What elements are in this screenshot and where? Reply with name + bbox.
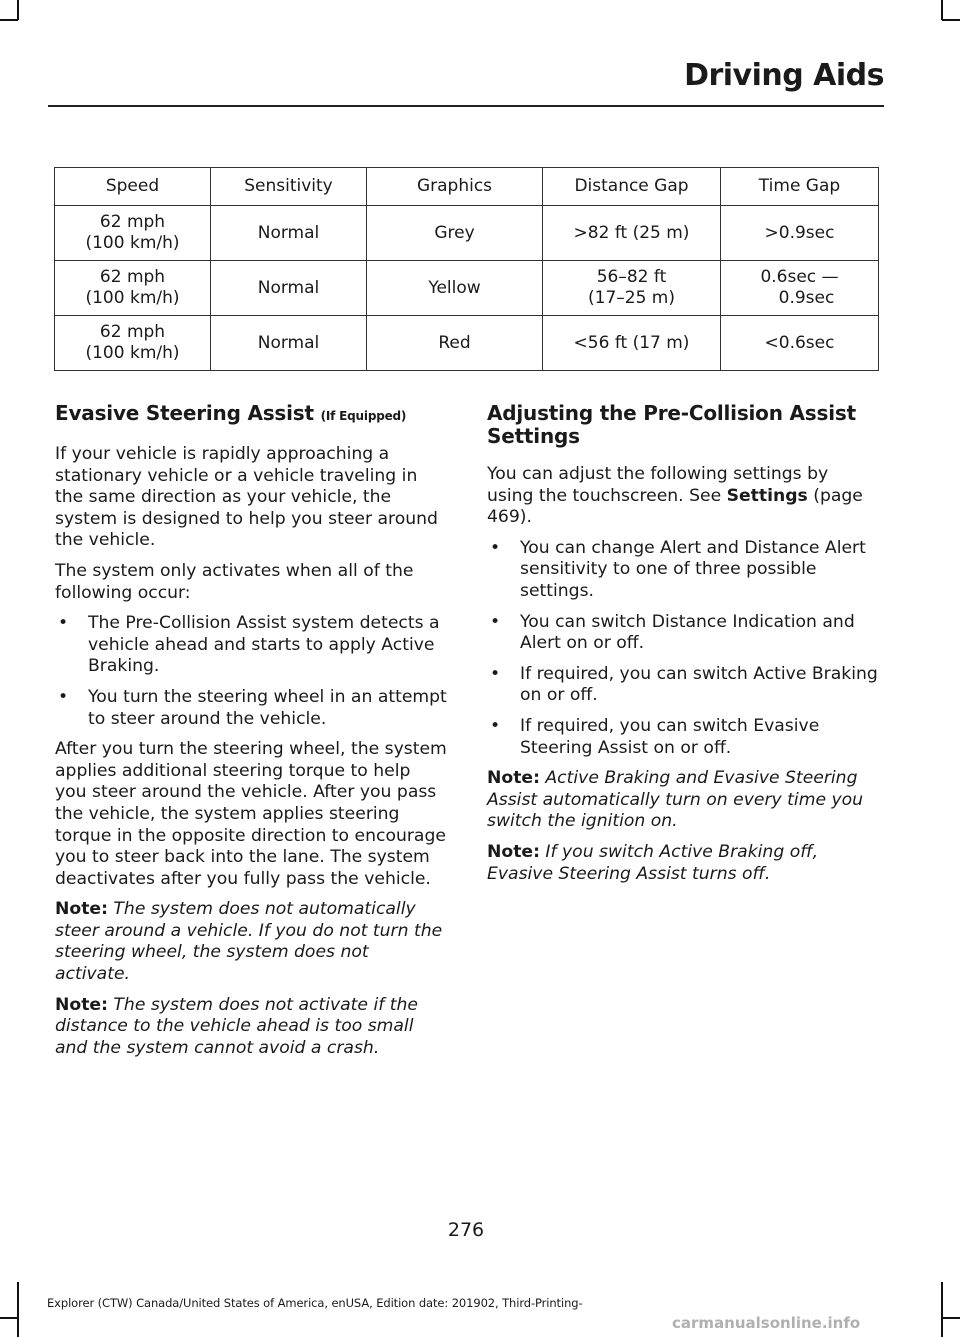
column-header: Graphics: [367, 168, 543, 206]
watermark: carmanualsonline.info: [672, 1314, 861, 1332]
column-header: Time Gap: [721, 168, 879, 206]
graphics-cell: Yellow: [367, 261, 543, 316]
note: Note: The system does not activate if the distance to the vehicle ahead is too small and the system cannot avoid a crash.: [55, 994, 418, 1058]
graphics-cell: Red: [367, 316, 543, 371]
note: Note: Active Braking and Evasive Steering Assist automatically turn on every time you switch the ignition on.: [487, 768, 864, 832]
table-row: [55, 261, 879, 316]
crop-mark: [17, 0, 19, 20]
sensitivity-cell: Normal: [211, 316, 367, 371]
bullet-icon: •: [490, 663, 501, 684]
list-item: • You turn the steering wheel in an attempt to steer around the vehicle.: [58, 686, 447, 729]
list-item: • You can switch Distance Indication and Alert on or off.: [490, 611, 855, 654]
column-header: Speed: [55, 168, 211, 206]
time-gap-cell: <0.6sec: [721, 316, 879, 371]
distance-gap-cell: >82 ft (25 m): [543, 206, 721, 261]
right-column: [487, 402, 879, 894]
crop-mark: [942, 1317, 960, 1319]
crop-mark: [0, 19, 18, 21]
page-number: 276: [447, 1219, 485, 1241]
crop-mark: [17, 1282, 19, 1337]
crop-mark: [941, 0, 943, 20]
left-column: [55, 402, 447, 1068]
bullet-icon: •: [58, 686, 69, 707]
section-heading: Adjusting the Pre-Collision Assist Settings: [487, 401, 856, 448]
heading-suffix: (If Equipped): [320, 409, 407, 423]
settings-reference-link[interactable]: Settings: [726, 485, 808, 506]
paragraph: The system only activates when all of the following occur:: [55, 560, 414, 603]
time-gap-cell: 0.6sec — 0.9sec: [721, 261, 879, 316]
list-item: • If required, you can switch Active Braking on or off.: [490, 663, 878, 706]
bullet-icon: •: [58, 613, 69, 634]
column-header: Distance Gap: [543, 168, 721, 206]
time-gap-cell: >0.9sec: [721, 206, 879, 261]
distance-gap-cell: 56–82 ft (17–25 m): [543, 261, 721, 316]
paragraph: You can adjust the following settings by using the touchscreen. See Settings (page 469).: [487, 464, 863, 528]
distance-gap-cell: <56 ft (17 m): [543, 316, 721, 371]
table-header-row: [55, 168, 879, 206]
sensitivity-cell: Normal: [211, 261, 367, 316]
crop-mark: [942, 19, 960, 21]
speed-cell: 62 mph (100 km/h): [55, 316, 211, 371]
bullet-list: [55, 613, 447, 730]
list-item: • If required, you can switch Evasive Steering Assist on or off.: [490, 715, 820, 758]
list-item: • You can change Alert and Distance Alert sensitivity to one of three possible settings.: [490, 537, 866, 601]
footer-text: Explorer (CTW) Canada/United States of America, enUSA, Edition date: 201902, Third-Printing-: [47, 1296, 583, 1310]
bullet-icon: •: [490, 611, 501, 632]
note: Note: The system does not automatically steer around a vehicle. If you do not turn the steering wheel, the system does not activate.: [55, 899, 443, 985]
bullet-icon: •: [490, 537, 501, 558]
list-item: • The Pre-Collision Assist system detects a vehicle ahead and starts to apply Active Braking.: [58, 613, 440, 677]
bullet-list: [487, 538, 879, 759]
header-divider: [48, 105, 884, 107]
sensitivity-cell: Normal: [211, 206, 367, 261]
speed-cell: 62 mph (100 km/h): [55, 206, 211, 261]
note: Note: If you switch Active Braking off, Evasive Steering Assist turns off.: [487, 841, 819, 884]
page-title: Driving Aids: [684, 58, 884, 93]
graphics-cell: Grey: [367, 206, 543, 261]
paragraph: After you turn the steering wheel, the system applies additional steering torque to help you steer around the vehicle. After you pass the vehicle, the system applies steering torque in the opposite direction to encourage you to steer back into the lane. The system deactivates after you fully pass the vehicle.: [55, 739, 447, 889]
table-row: [55, 316, 879, 371]
bullet-icon: •: [490, 715, 501, 736]
speed-cell: 62 mph (100 km/h): [55, 261, 211, 316]
settings-table: [54, 167, 879, 371]
paragraph: If your vehicle is rapidly approaching a stationary vehicle or a vehicle traveling in the same direction as your vehicle, the system is designed to help you steer around the vehicle.: [55, 444, 438, 551]
section-heading: Evasive Steering Assist (If Equipped): [55, 401, 407, 425]
table-row: [55, 206, 879, 261]
column-header: Sensitivity: [211, 168, 367, 206]
crop-mark: [0, 1317, 18, 1319]
crop-mark: [941, 1282, 943, 1337]
